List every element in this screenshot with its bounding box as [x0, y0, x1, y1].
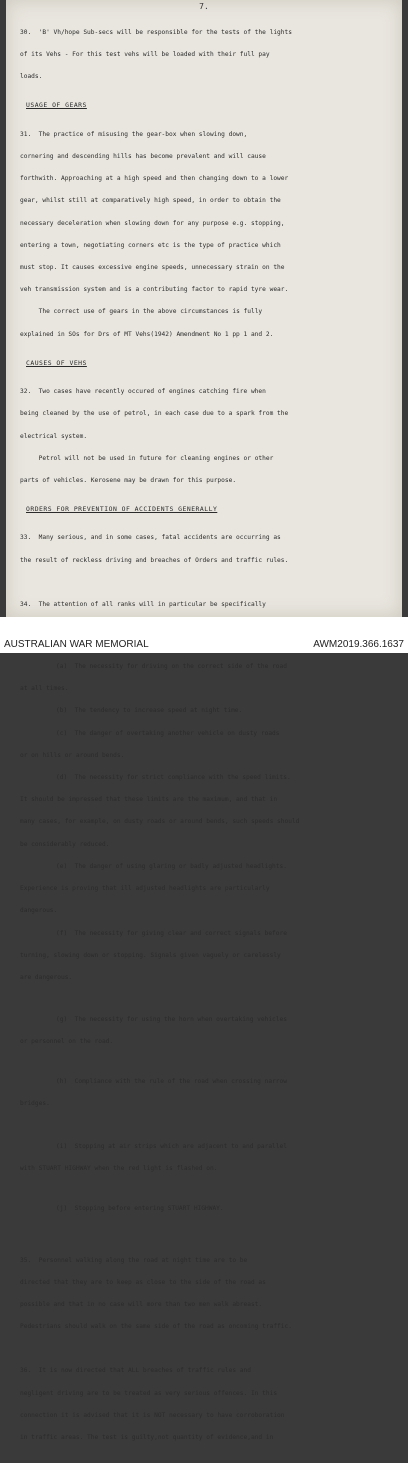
list-item: (j) Stopping before entering STUART HIGHWAY. [56, 1204, 224, 1212]
text-line: explained in SOs for Drs of MT Vehs(1942) Amendment No 1 pp 1 and 2. [20, 330, 274, 338]
list-item: (g) The necessity for using the horn when overtaking vehicles [56, 1016, 287, 1023]
paragraph-30 [20, 14, 390, 95]
list-item: (f) The necessity for giving clear and correct signals before [56, 929, 287, 937]
paragraph-31 [20, 116, 390, 353]
text-line: being cleaned by the use of petrol, in each case due to a spark from the [20, 410, 289, 418]
list-item: (e) The danger of using glaring or badly adjusted headlights. [56, 862, 287, 870]
text-line: 30. 'B' Vh/hope Sub-secs will be responsible for the tests of the lights [20, 28, 292, 36]
text-line: necessary deceleration when slowing down for any purpose e.g. stopping, [20, 219, 285, 227]
text-line: Petrol will not be used in future for cleaning engines or other [20, 454, 274, 462]
reference-number: AWM2019.366.1637 [313, 639, 404, 650]
list-item: (a) The necessity for driving on the correct side of the road [56, 662, 287, 670]
paragraph-35 [20, 1242, 390, 1346]
paragraph-34 [20, 586, 390, 1227]
list-item: (d) The necessity for strict compliance with the speed limits. [56, 774, 291, 781]
text-line: The correct use of gears in the above circumstances is fully [20, 308, 263, 316]
text-line: entering a town, negotiating corners etc is the type of practice which [20, 241, 281, 249]
text-line: in traffic areas. The test is guilty,not quantity of evidence,and in [20, 1434, 274, 1442]
text-line: of its Vehs - For this test vehs will be loaded with their full pay [20, 51, 270, 59]
text-line: 32. Two cases have recently occured of engines catching fire when [20, 388, 266, 396]
list-item: (c) The danger of overtaking another vehicle on dusty roads [56, 729, 280, 737]
text-line: at all times. [20, 685, 69, 693]
list-item: (i) Stopping at air strips which are adjacent to and parallel [56, 1142, 287, 1150]
source-label: AUSTRALIAN WAR MEMORIAL [4, 639, 149, 650]
archive-footer [0, 617, 408, 653]
heading-accidents: ORDERS FOR PREVENTION OF ACCIDENTS GENERALLY [26, 505, 218, 514]
text-line: possible and that in no case will more than two men walk abreast. [20, 1301, 263, 1309]
text-line: with STUART HIGHWAY when the red light is flashed on. [20, 1164, 218, 1172]
text-line: Experience is proving that ill adjusted headlights are particularly [20, 885, 270, 893]
paragraph-32 [20, 373, 390, 499]
text-line: parts of vehicles. Kerosene may be drawn for this purpose. [20, 476, 237, 484]
text-line: turning, slowing down or stopping. Signals given vaguely or carelessly [20, 951, 281, 959]
text-line: veh transmission system and is a contributing factor to rapid tyre wear. [20, 286, 289, 294]
text-line: forthwith. Approaching at a high speed and then changing down to a lower [20, 175, 289, 183]
text-line: electrical system. [20, 432, 88, 440]
text-line: 33. Many serious, and in some cases, fatal accidents are occurring as [20, 534, 281, 542]
text-line: 31. The practice of misusing the gear-box when slowing down, [20, 130, 248, 138]
text-line: 35. Personnel walking along the road at night time are to be [20, 1256, 248, 1264]
text-line: many cases, for example, on dusty roads or around bends, such speeds should [20, 818, 300, 826]
text-line: or on hills or around bends. [20, 751, 125, 759]
text-line: cornering and descending hills has become prevalent and will cause [20, 152, 266, 160]
list-item: (h) Compliance with the rule of the road when crossing narrow [56, 1078, 287, 1086]
text-line: be considerably reduced. [20, 840, 110, 848]
text-line: connection it is advised that it is NOT necessary to have corroboration [20, 1411, 285, 1419]
list-item: (b) The tendency to increase speed at night time. [56, 707, 243, 715]
text-line: gear, whilst still at comparatively high speed, in order to obtain the [20, 197, 281, 205]
paragraph-33 [20, 520, 390, 579]
text-line: negligent driving are to be treated as very serious offences. In this [20, 1389, 278, 1397]
heading-fire: CAUSES OF VEHS [26, 358, 87, 367]
text-line: must stop. It causes excessive engine speeds, unnecessary strain on the [20, 264, 285, 271]
page-number: 7. [199, 2, 209, 11]
text-line: It should be impressed that these limits are the maximum, and that in [20, 796, 278, 804]
text-line: dangerous. [20, 907, 58, 915]
text-line: directed that they are to keep as close to the side of the road as [20, 1279, 266, 1286]
document-body [20, 14, 390, 1463]
heading-usage-of-gears: USAGE OF GEARS [26, 101, 87, 110]
text-line: bridges. [20, 1100, 50, 1108]
text-line: Pedestrians should walk on the same side of the road as oncoming traffic. [20, 1323, 292, 1331]
text-line: or personnel on the road. [20, 1038, 114, 1046]
text-line: the result of reckless driving and breaches of Orders and traffic rules. [20, 556, 289, 564]
text-line: 34. The attention of all ranks will in particular be specifically [20, 600, 266, 608]
text-line: 36. It is now directed that ALL breaches of traffic rules and [20, 1367, 251, 1375]
paragraph-36 [20, 1353, 390, 1457]
text-line: loads. [20, 73, 43, 81]
text-line: are dangerous. [20, 973, 73, 981]
